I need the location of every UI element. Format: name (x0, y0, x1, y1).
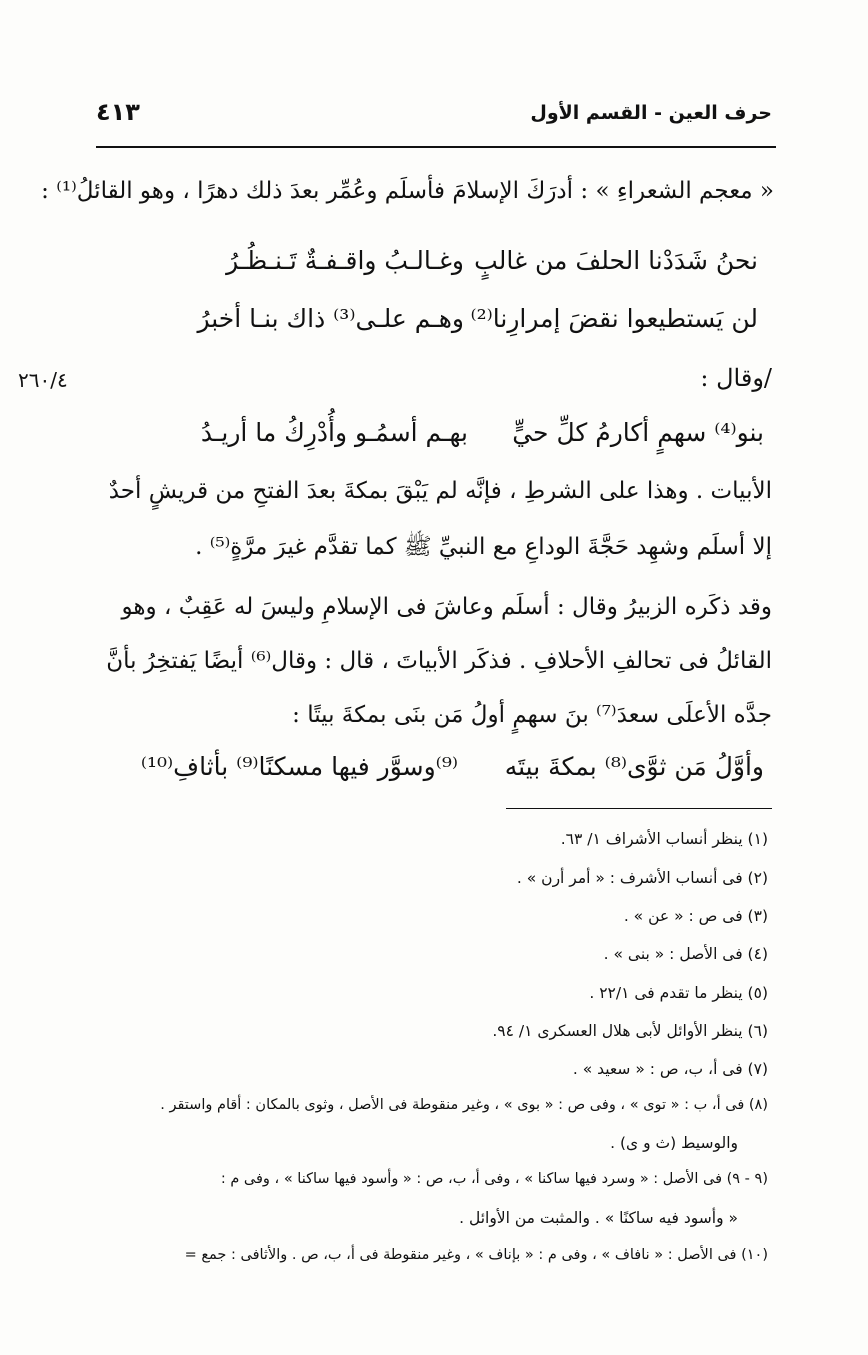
footnote-rule (506, 808, 772, 809)
margin-reference: ٢٦٠/٤ (18, 368, 68, 392)
footnote-10: (١٠) فى الأصل : « نافاف » ، وفى م : « بإناف » ، وغير منقوطة فى أ، ب، ص . والأثافى : جمع = (184, 1247, 768, 1263)
footnote-5: (٥) ينظر ما تقدم فى ٢٢/١ . (589, 984, 768, 1002)
verse-2-first-hemistich: لن يَستطيعوا نقضَ إمرارِنا⁽²⁾ (470, 304, 758, 333)
footnote-2: (٢) فى أنساب الأشرف : « أمر أرن » . (516, 869, 768, 887)
body-para2-line1: وقد ذكَره الزبيرُ وقال : أسلَم وعاشَ فى الإسلامِ وليسَ له عَقِبٌ ، وهو (121, 594, 772, 620)
body-para1-line1: الأبيات . وهذا على الشرطِ ، فإنَّه لم يَبْقَ بمكةَ بعدَ الفتحِ من قريشٍ أحدٌ (108, 478, 772, 504)
footnote-1: (١) ينظر أنساب الأشراف ١/ ٦٣. (560, 830, 768, 848)
footnote-7: (٧) فى أ، ب، ص : « سعيد » . (572, 1060, 768, 1078)
verse-1-first-hemistich: نحنُ شَدَدْنا الحلفَ من غالبٍ (474, 246, 758, 275)
footnote-8: (٨) فى أ، ب : « توى » ، وفى ص : « بوى » ، وغير منقوطة فى الأصل ، وثوى بالمكان : أقام واستقر . (160, 1097, 768, 1113)
footnote-4: (٤) فى الأصل : « بنى » . (603, 945, 768, 963)
body-para1-line2: إلا أسلَم وشهِد حَجَّةَ الوداعِ مع النبيِّ ﷺ كما تقدَّم غيرَ مرَّةٍ⁽⁵⁾ . (195, 534, 772, 560)
page-number: ٤١٣ (96, 98, 140, 126)
footnote-6: (٦) ينظر الأوائل لأبى هلال العسكرى ١/ ٩٤. (492, 1022, 768, 1040)
page-header (96, 96, 772, 138)
footnote-9: (٩ - ٩) فى الأصل : « وسرد فيها ساكنا » ، وفى أ، ب، ص : « وأسود فيها ساكنا » ، وفى م : (220, 1171, 768, 1187)
verse-1-second-hemistich: وغـالـبُ واقـفـةٌ تَـنـظُـرُ (226, 246, 464, 275)
verse-3-second-hemistich: بهـم أسمُـو وأُدْرِكُ ما أريـدُ (200, 418, 468, 447)
body-line-1: « معجم الشعراءِ » : أدرَكَ الإسلامَ فأسلَم وعُمِّر بعدَ ذلك دهرًا ، وهو القائلُ⁽¹⁾ : (41, 178, 774, 204)
body-para2-line2: القائلُ فى تحالفِ الأحلافِ . فذكَر الأبياتَ ، قال : وقال⁽⁶⁾ أيضًا يَفتخِرُ بأنَّ (106, 648, 772, 674)
running-title: حرف العين - القسم الأول (530, 102, 772, 124)
verse-2-second-hemistich: وهـم علـى⁽³⁾ ذاك بنـا أخبرُ (197, 304, 464, 333)
footnote-9-continued: « وأسود فيه ساكنًا » . والمثبت من الأوائل . (459, 1209, 738, 1227)
verse-3-first-hemistich: بنو⁽⁴⁾ سهمٍ أكارمُ كلِّ حيٍّ (512, 418, 764, 447)
verse-4-second-hemistich: ⁽⁹⁾وسوَّر فيها مسكنًا⁽⁹⁾ بأثافِ⁽¹⁰⁾ (140, 752, 458, 781)
verse-4-first-hemistich: وأوَّلُ مَن ثوَّى⁽⁸⁾ بمكةَ بيتَه (504, 752, 764, 781)
body-para2-line3: جدَّه الأعلَى سعدَ⁽⁷⁾ بنَ سهمٍ أولُ مَن بنَى بمكةَ بيتًا : (292, 702, 772, 728)
footnote-8-continued: والوسيط (ث و ى) . (610, 1134, 738, 1152)
body-line-waqal: /وقال : (700, 364, 772, 392)
header-rule (96, 146, 776, 148)
footnote-3: (٣) فى ص : « عن » . (623, 907, 768, 925)
